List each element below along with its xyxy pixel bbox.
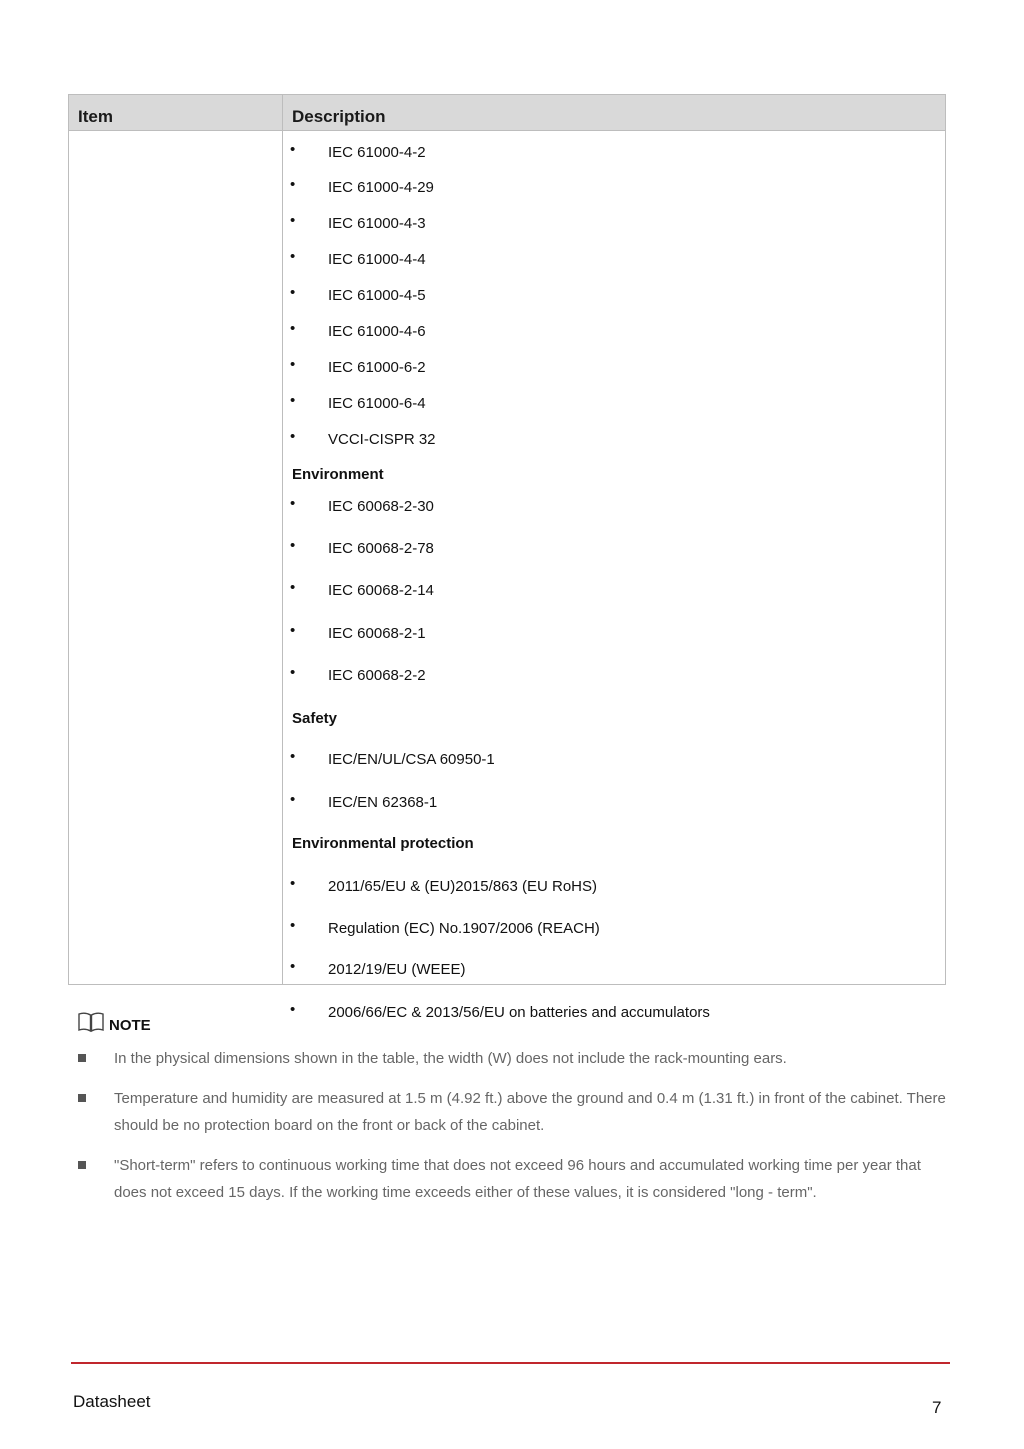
bullet-icon: • <box>290 356 296 373</box>
bullet-icon: • <box>290 958 296 975</box>
bullet-icon: • <box>290 141 296 158</box>
bullet-icon: • <box>290 579 296 596</box>
page-number: 7 <box>932 1398 942 1417</box>
header-description: Description <box>292 107 386 126</box>
bullet-icon: • <box>290 875 296 892</box>
bullet-icon: • <box>290 212 296 229</box>
bullet-icon: • <box>290 622 296 639</box>
spec-table <box>68 94 946 985</box>
bullet-icon: • <box>290 392 296 409</box>
bullet-icon: • <box>290 748 296 765</box>
square-bullet-icon <box>78 1054 86 1062</box>
footer-doc-type: Datasheet <box>73 1392 151 1411</box>
book-icon <box>77 1011 105 1033</box>
square-bullet-icon <box>78 1094 86 1102</box>
section-heading-environmental-protection: Environmental protection <box>292 835 474 852</box>
bullet-icon: • <box>290 1001 296 1018</box>
bullet-icon: • <box>290 664 296 681</box>
bullet-icon: • <box>290 537 296 554</box>
section-heading-environment: Environment <box>292 466 384 483</box>
footer-rule <box>71 1362 950 1364</box>
bullet-icon: • <box>290 428 296 445</box>
note-label: NOTE <box>109 1017 151 1034</box>
bullet-icon: • <box>290 320 296 337</box>
bullet-icon: • <box>290 248 296 265</box>
column-divider <box>282 95 283 984</box>
header-item: Item <box>78 107 113 126</box>
bullet-icon: • <box>290 176 296 193</box>
bullet-icon: • <box>290 791 296 808</box>
square-bullet-icon <box>78 1161 86 1169</box>
bullet-icon: • <box>290 284 296 301</box>
bullet-icon: • <box>290 495 296 512</box>
section-heading-safety: Safety <box>292 710 338 727</box>
table-header-row <box>69 95 945 131</box>
bullet-icon: • <box>290 917 296 934</box>
